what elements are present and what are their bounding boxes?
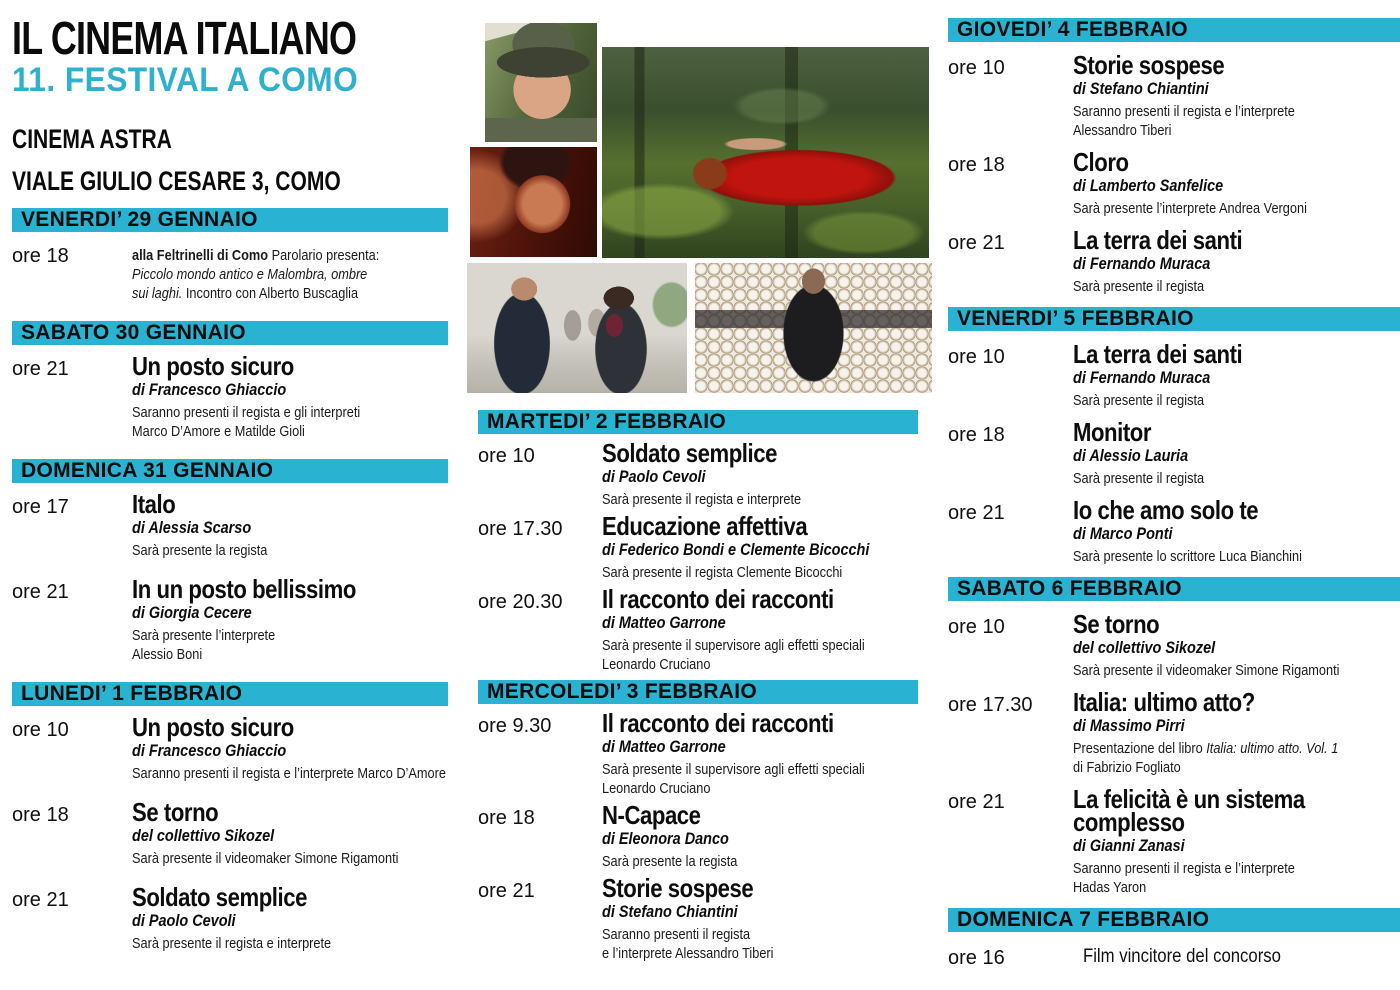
note-line: alla Feltrinelli di Como Parolario presenta: <box>132 247 380 264</box>
day-section <box>12 459 448 664</box>
event-content <box>1073 944 1400 968</box>
day-section <box>12 208 448 303</box>
event-time: ore 21 <box>12 581 69 603</box>
film-title: La terra dei santi <box>1073 225 1243 255</box>
note-line: Sarà presente il supervisore agli effetti speciali <box>602 637 865 654</box>
event-notes <box>132 934 448 953</box>
event-notes <box>602 636 918 674</box>
event-notes <box>132 403 448 441</box>
day-header-bar: DOMENICA 7 FEBBRAIO <box>948 908 1400 932</box>
director-line: di Fernando Muraca <box>1073 368 1211 387</box>
director-line: di Massimo Pirri <box>1073 716 1185 735</box>
note-line: Sarà presente il videomaker Simone Rigamonti <box>1073 662 1340 679</box>
film-title: La felicità è un sistema <box>1073 784 1305 814</box>
event-time: ore 18 <box>478 807 535 829</box>
event-time: ore 17.30 <box>478 518 563 540</box>
event-notes <box>132 626 448 664</box>
note-line: Sarà presente il regista <box>1073 392 1205 409</box>
director-line: di Paolo Cevoli <box>132 911 236 930</box>
director-line: del collettivo Sikozel <box>1073 638 1216 657</box>
note-line: Alessandro Tiberi <box>1073 122 1172 139</box>
venue-address: VIALE GIULIO CESARE 3, COMO <box>12 166 341 196</box>
note-line: Sarà presente lo scrittore Luca Bianchini <box>1073 548 1302 565</box>
day-section <box>948 307 1400 566</box>
event-content <box>1073 147 1400 218</box>
day-section <box>478 410 918 674</box>
day-header-bar: SABATO 6 FEBBRAIO <box>948 577 1400 601</box>
director-line: di Matteo Garrone <box>602 737 726 756</box>
event-row <box>948 339 1400 410</box>
event-content <box>602 511 918 582</box>
event-notes <box>602 563 918 582</box>
note-line: Sarà presente la regista <box>602 853 738 870</box>
note-line: Piccolo mondo antico e Malombra, ombre <box>132 266 368 283</box>
page-subtitle: 11. FESTIVAL A COMO <box>12 61 359 99</box>
director-line: di Matteo Garrone <box>602 613 726 632</box>
day-header-bar: MARTEDI’ 2 FEBBRAIO <box>478 410 918 434</box>
film-title: Cloro <box>1073 147 1129 177</box>
day-header-bar: DOMENICA 31 GENNAIO <box>12 459 448 483</box>
film-title: Storie sospese <box>1073 50 1225 80</box>
event-row <box>12 797 448 868</box>
day-header-bar: MERCOLEDI’ 3 FEBBRAIO <box>478 680 918 704</box>
event-time: ore 9.30 <box>478 715 552 737</box>
note-line: Sarà presente il regista <box>1073 278 1205 295</box>
event-notes <box>1073 547 1400 566</box>
event-row <box>948 687 1400 777</box>
day-header-bar: LUNEDI’ 1 FEBBRAIO <box>12 682 448 706</box>
note-line: Hadas Yaron <box>1073 879 1147 896</box>
event-content <box>602 584 918 674</box>
event-content <box>1073 687 1400 777</box>
note-line: Saranno presenti il regista e l’interprete Marco D’Amore <box>132 765 446 782</box>
note-line: Sarà presente il regista e interprete <box>602 491 802 508</box>
event-content <box>1073 417 1400 488</box>
event-time: ore 21 <box>12 889 69 911</box>
director-line: di Giorgia Cecere <box>132 603 252 622</box>
event-content <box>132 882 448 953</box>
director-line: di Stefano Chiantini <box>1073 79 1209 98</box>
photo-woman-red-dress-forest <box>602 47 929 258</box>
film-title: Io che amo solo te <box>1073 495 1259 525</box>
event-notes <box>1073 739 1400 777</box>
event-time: ore 21 <box>948 791 1005 813</box>
event-time: ore 21 <box>12 358 69 380</box>
day-section <box>948 18 1400 296</box>
director-line: di Lamberto Sanfelice <box>1073 176 1224 195</box>
event-row <box>478 511 918 582</box>
event-row <box>948 417 1400 488</box>
event-notes <box>602 852 918 871</box>
column-right <box>948 18 1400 981</box>
event-content <box>1073 495 1400 566</box>
day-header-bar: VENERDI’ 5 FEBBRAIO <box>948 307 1400 331</box>
event-content <box>1073 339 1400 410</box>
event-row <box>12 712 448 783</box>
film-title: Se torno <box>1073 609 1160 639</box>
event-notes <box>1073 859 1400 897</box>
event-row <box>12 242 448 303</box>
event-notes <box>1073 661 1400 680</box>
event-row <box>478 873 918 963</box>
director-line: di Gianni Zanasi <box>1073 836 1185 855</box>
day-section <box>478 680 918 963</box>
film-title: Soldato semplice <box>132 882 307 912</box>
director-line: di Alessia Scarso <box>132 518 252 537</box>
director-line: di Fernando Muraca <box>1073 254 1211 273</box>
event-row <box>478 438 918 509</box>
film-title: Il racconto dei racconti <box>602 708 834 738</box>
note-line: Sarà presente il regista Clemente Bicocchi <box>602 564 843 581</box>
photo-man-alpine-hat <box>485 23 597 142</box>
film-title: Italo <box>132 489 176 519</box>
event-notes <box>1073 277 1400 296</box>
film-title: In un posto bellissimo <box>132 574 356 604</box>
event-content <box>602 708 918 798</box>
event-content <box>1073 609 1400 680</box>
event-row <box>948 609 1400 680</box>
event-content <box>132 242 448 303</box>
event-content <box>1073 784 1400 897</box>
event-row <box>948 50 1400 140</box>
film-title: N-Capace <box>602 800 701 830</box>
day-section <box>948 908 1400 970</box>
film-title: Il racconto dei racconti <box>602 584 834 614</box>
event-notes <box>1073 391 1400 410</box>
day-header-bar: GIOVEDI’ 4 FEBBRAIO <box>948 18 1400 42</box>
event-time: ore 21 <box>948 232 1005 254</box>
director-line: di Alessio Lauria <box>1073 446 1189 465</box>
note-line: Sarà presente il supervisore agli effetti speciali <box>602 761 865 778</box>
event-row <box>948 944 1400 970</box>
film-title: Un posto sicuro <box>132 351 294 381</box>
event-content <box>602 873 918 963</box>
event-row <box>478 800 918 871</box>
event-time: ore 18 <box>12 804 69 826</box>
event-time: ore 21 <box>948 502 1005 524</box>
event-time: ore 17 <box>12 496 69 518</box>
event-row <box>12 882 448 953</box>
event-content <box>132 797 448 868</box>
event-notes <box>132 246 448 303</box>
note-line: Saranno presenti il regista e l’interprete <box>1073 103 1295 120</box>
note-line: Saranno presenti il regista <box>602 926 751 943</box>
note-line: Saranno presenti il regista e l’interprete <box>1073 860 1295 877</box>
event-notes <box>1073 469 1400 488</box>
director-line: di Eleonora Danco <box>602 829 729 848</box>
event-content <box>602 800 918 871</box>
event-row <box>12 489 448 560</box>
event-time: ore 18 <box>948 424 1005 446</box>
note-line: Leonardo Cruciano <box>602 656 711 673</box>
event-time: ore 10 <box>948 57 1005 79</box>
event-time: ore 18 <box>12 245 69 267</box>
event-notes <box>132 849 448 868</box>
event-row <box>478 708 918 798</box>
event-row <box>948 784 1400 897</box>
event-row <box>948 147 1400 218</box>
day-header-bar: VENERDI’ 29 GENNAIO <box>12 208 448 232</box>
column-left <box>12 14 448 971</box>
page-title: IL CINEMA ITALIANO <box>12 12 357 64</box>
day-section <box>948 577 1400 897</box>
event-time: ore 17.30 <box>948 694 1033 716</box>
event-time: ore 16 <box>948 947 1005 969</box>
event-time: ore 10 <box>948 346 1005 368</box>
event-content <box>1073 225 1400 296</box>
event-notes <box>1073 102 1400 140</box>
film-title: Soldato semplice <box>602 438 777 468</box>
film-title: Se torno <box>132 797 219 827</box>
event-notes <box>132 541 448 560</box>
film-title: Storie sospese <box>602 873 754 903</box>
event-time: ore 10 <box>478 445 535 467</box>
event-time: ore 18 <box>948 154 1005 176</box>
note-line: Sarà presente l’interprete <box>132 627 276 644</box>
note-line: Saranno presenti il regista e gli interpreti <box>132 404 361 421</box>
event-notes <box>602 925 918 963</box>
event-content <box>132 351 448 441</box>
note-line: Sarà presente l’interprete Andrea Vergoni <box>1073 200 1307 217</box>
event-time: ore 10 <box>12 719 69 741</box>
film-title-line2: complesso <box>1073 807 1185 837</box>
photo-couple-shopping-gallery <box>467 263 687 393</box>
event-time: ore 20.30 <box>478 591 563 613</box>
event-time: ore 21 <box>478 880 535 902</box>
note-line: Sarà presente il regista e interprete <box>132 935 332 952</box>
photo-man-white-balls-wall <box>695 263 932 393</box>
day-section <box>12 682 448 953</box>
event-content <box>132 712 448 783</box>
director-line: del collettivo Sikozel <box>132 826 275 845</box>
event-content <box>132 489 448 560</box>
event-row <box>12 351 448 441</box>
event-content <box>1073 50 1400 140</box>
event-row <box>948 495 1400 566</box>
event-row <box>12 574 448 664</box>
event-notes <box>602 760 918 798</box>
event-content <box>602 438 918 509</box>
event-notes <box>132 764 448 783</box>
note-line: Leonardo Cruciano <box>602 780 711 797</box>
photo-man-red-light <box>470 147 597 257</box>
film-title: La terra dei santi <box>1073 339 1243 369</box>
director-line: di Marco Ponti <box>1073 524 1173 543</box>
event-notes <box>1073 199 1400 218</box>
event-time: ore 10 <box>948 616 1005 638</box>
director-line: di Stefano Chiantini <box>602 902 738 921</box>
film-title: Monitor <box>1073 417 1152 447</box>
event-notes <box>602 490 918 509</box>
film-title: Italia: ultimo atto? <box>1073 687 1255 717</box>
note-line: e l’interprete Alessandro Tiberi <box>602 945 774 962</box>
event-content <box>132 574 448 664</box>
venue-name: CINEMA ASTRA <box>12 124 172 154</box>
film-title: Educazione affettiva <box>602 511 808 541</box>
note-line: Sarà presente il videomaker Simone Rigamonti <box>132 850 399 867</box>
director-line: di Federico Bondi e Clemente Bicocchi <box>602 540 870 559</box>
director-line: di Paolo Cevoli <box>602 467 706 486</box>
note-line: Sarà presente la regista <box>132 542 268 559</box>
event-text: Film vincitore del concorso <box>1083 946 1281 967</box>
film-title: Un posto sicuro <box>132 712 294 742</box>
note-line: Sarà presente il regista <box>1073 470 1205 487</box>
day-section <box>12 321 448 441</box>
event-row <box>478 584 918 674</box>
note-line: sui laghi. Incontro con Alberto Buscaglia <box>132 285 359 302</box>
event-row <box>948 225 1400 296</box>
note-line: Marco D’Amore e Matilde Gioli <box>132 423 305 440</box>
day-header-bar: SABATO 30 GENNAIO <box>12 321 448 345</box>
column-middle <box>478 410 918 969</box>
director-line: di Francesco Ghiaccio <box>132 380 287 399</box>
note-line: Presentazione del libro Italia: ultimo atto. Vol. 1 <box>1073 740 1339 757</box>
note-line: Alessio Boni <box>132 646 203 663</box>
director-line: di Francesco Ghiaccio <box>132 741 287 760</box>
note-line: di Fabrizio Fogliato <box>1073 759 1181 776</box>
